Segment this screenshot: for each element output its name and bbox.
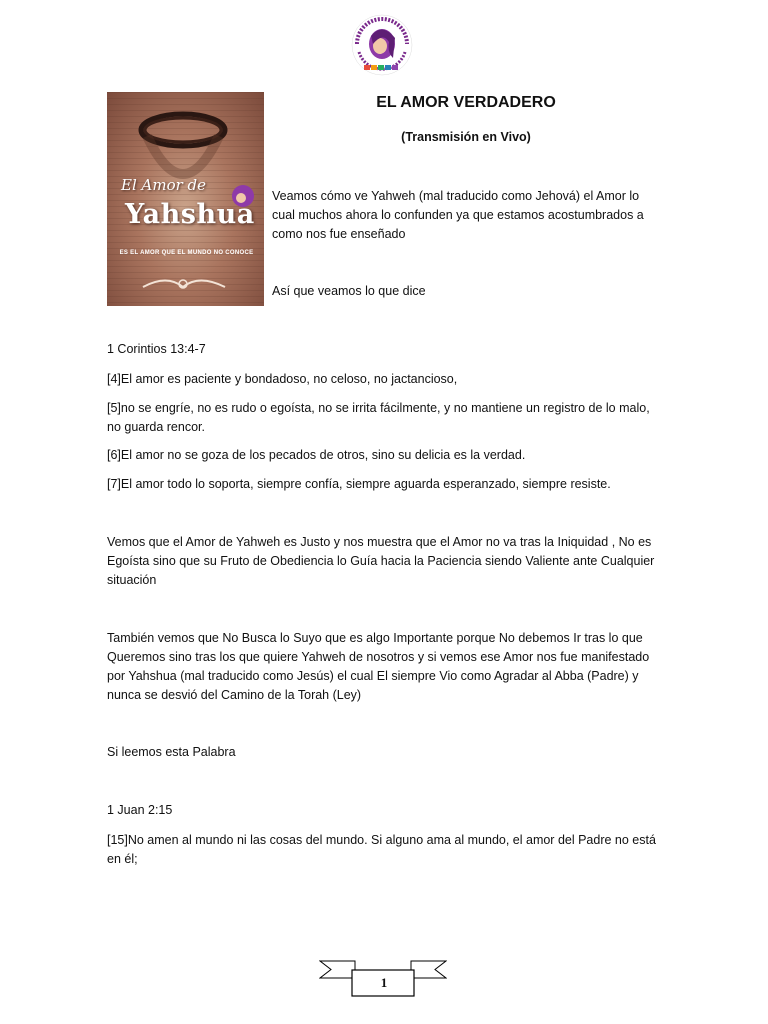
verse-6: [6]El amor no se goza de los pecados de otros, sino su delicia es la verdad. (107, 448, 526, 462)
book-cover-image (107, 92, 264, 306)
lead-paragraph: Así que veamos lo que dice (272, 284, 426, 298)
scripture-reference: 1 Corintios 13:4-7 (107, 342, 206, 356)
cover-title-line2: Yahshua (125, 199, 255, 230)
scripture-reference: 1 Juan 2:15 (107, 803, 173, 817)
ministry-logo (343, 14, 421, 80)
cover-tagline: ES EL AMOR QUE EL MUNDO NO CONOCE (119, 250, 254, 256)
commentary-paragraph: Vemos que el Amor de Yahweh es Justo y nos muestra que el Amor no va tras la Iniquidad , No es Egoísta sino que su Fruto de Obediencia lo Guía hacia la Paciencia siendo Valiente ante Cualquier situación (107, 535, 655, 587)
page-title: EL AMOR VERDADERO (376, 94, 556, 111)
verse-7: [7]El amor todo lo soporta, siempre confía, siempre aguarda esperanzado, siempre resiste. (107, 477, 611, 491)
verse-15: [15]No amen al mundo ni las cosas del mundo. Si alguno ama al mundo, el amor del Padre no está en él; (107, 833, 656, 866)
page-number: 1 (380, 975, 388, 990)
cover-title-line1: El Amor de (121, 176, 207, 194)
intro-paragraph: Veamos cómo ve Yahweh (mal traducido como Jehová) el Amor lo cual muchos ahora lo confunden ya que estamos acostumbrados a como nos fue enseñado (272, 189, 644, 241)
lead-paragraph: Si leemos esta Palabra (107, 745, 236, 759)
commentary-paragraph: También vemos que No Busca lo Suyo que es algo Importante porque No debemos Ir tras lo que Queremos sino tras los que quiere Yahweh de nosotros y si vemos ese Amor nos fue manifestado por Yahshua (mal traducido como Jesús) el cual El siempre Vio como Agradar al Abba (Padre) y nunca se desvió del Camino de la Torah (Ley) (107, 631, 650, 702)
page-subtitle: (Transmisión en Vivo) (401, 130, 531, 144)
verse-4: [4]El amor es paciente y bondadoso, no celoso, no jactancioso, (107, 372, 458, 386)
verse-5: [5]no se engríe, no es rudo o egoísta, no se irrita fácilmente, y no mantiene un registro de lo malo, no guarda rencor. (107, 401, 650, 434)
